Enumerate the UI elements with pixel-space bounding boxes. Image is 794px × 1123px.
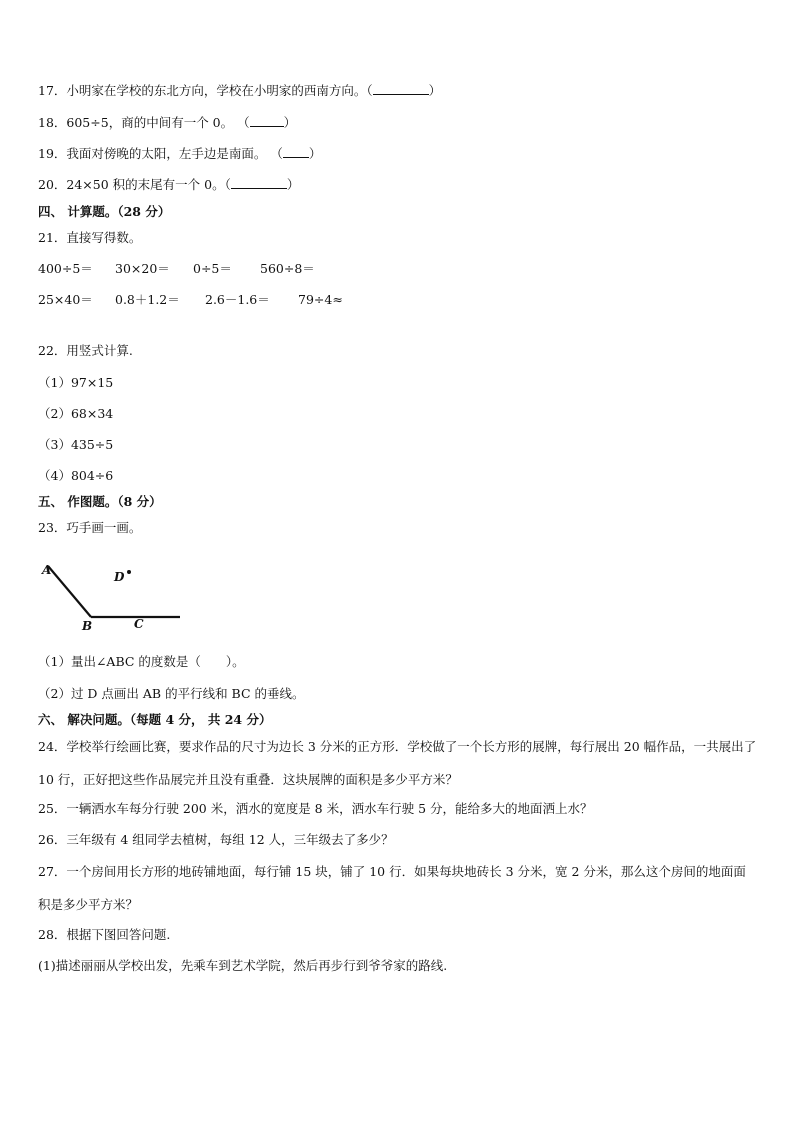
question-23-part-2: （2）过 D 点画出 AB 的平行线和 BC 的垂线。 <box>38 686 305 701</box>
question-25 <box>38 801 593 817</box>
question-28 <box>38 927 170 943</box>
math-item: 0÷5＝ <box>193 261 232 276</box>
question-18 <box>38 115 296 131</box>
question-number: 24． <box>38 739 67 754</box>
answer-blank[interactable] <box>231 177 287 189</box>
math-item: 2.6－1.6＝ <box>205 292 270 307</box>
question-text: 一个房间用长方形的地砖铺地面，每行铺 15 块，铺了 10 行．如果每块地砖长 3 分米，宽 2 分米，那么这个房间的地面面积是多少平方米？ <box>38 864 746 912</box>
calc-item: （4）804÷6 <box>38 468 114 483</box>
question-number: 23． <box>38 520 67 535</box>
label-c: C <box>134 617 144 631</box>
point-d <box>127 570 131 574</box>
question-19 <box>38 146 321 162</box>
question-27 <box>38 855 758 921</box>
question-22 <box>38 343 133 359</box>
question-number: 18． <box>38 115 67 130</box>
angle-abc-figure <box>38 560 188 632</box>
question-text: 24×50 积的末尾有一个 0。（ <box>66 177 231 192</box>
question-number: 22． <box>38 343 67 358</box>
bracket-close: ） <box>283 115 297 130</box>
question-number: 28． <box>38 927 67 942</box>
bracket-close: ） <box>308 146 322 161</box>
question-number: 20． <box>38 177 67 192</box>
question-text: 一辆洒水车每分行驶 200 米，洒水的宽度是 8 米，洒水车行驶 5 分，能给多大的地面洒上水？ <box>66 801 593 816</box>
label-d: D <box>114 570 125 584</box>
label-a: A <box>42 563 52 577</box>
bracket-close: ） <box>428 83 442 98</box>
question-text: 学校举行绘画比赛，要求作品的尺寸为边长 3 分米的正方形．学校做了一个长方形的展牌，每行展出 20 幅作品，一共展出了 10 行，正好把这些作品展完并且没有重叠．这块展牌的面积是多少平方米？ <box>38 739 757 787</box>
question-20 <box>38 177 299 193</box>
section-6-heading: 六、 解决问题。（每题 4 分， 共 24 分） <box>38 712 272 727</box>
question-number: 26． <box>38 832 67 847</box>
math-item: 400÷5＝ <box>38 261 93 276</box>
question-21 <box>38 230 141 246</box>
question-28-part-1: (1)描述丽丽从学校出发，先乘车到艺术学院，然后再步行到爷爷家的路线. <box>38 958 448 973</box>
question-text: 605÷5，商的中间有一个 0。 （ <box>66 115 250 130</box>
question-number: 17． <box>38 83 67 98</box>
question-17 <box>38 83 441 99</box>
question-number: 21． <box>38 230 67 245</box>
question-26 <box>38 832 394 848</box>
calc-item: （1）97×15 <box>38 375 114 390</box>
question-text: 直接写得数。 <box>66 230 142 245</box>
answer-blank[interactable] <box>283 146 309 158</box>
ray-ba <box>48 566 91 617</box>
question-text: 用竖式计算. <box>66 343 133 358</box>
bracket-close: ） <box>286 177 300 192</box>
calc-item: （2）68×34 <box>38 406 114 421</box>
question-23 <box>38 520 141 536</box>
question-text: 三年级有 4 组同学去植树，每组 12 人，三年级去了多少？ <box>66 832 394 847</box>
answer-blank[interactable] <box>250 115 284 127</box>
math-item: 25×40＝ <box>38 292 93 307</box>
math-item: 79÷4≈ <box>298 292 343 307</box>
label-b: B <box>82 619 93 632</box>
question-text: 巧手画一画。 <box>66 520 142 535</box>
answer-blank[interactable] <box>373 83 429 95</box>
math-item: 30×20＝ <box>115 261 170 276</box>
question-text: 小明家在学校的东北方向，学校在小明家的西南方向。（ <box>66 83 373 98</box>
section-4-heading: 四、 计算题。（28 分） <box>38 204 171 219</box>
math-item: 560÷8＝ <box>260 261 315 276</box>
question-23-part-1: （1）量出∠ABC 的度数是（ ）。 <box>38 654 245 669</box>
calc-item: （3）435÷5 <box>38 437 114 452</box>
math-item: 0.8＋1.2＝ <box>115 292 180 307</box>
section-5-heading: 五、 作图题。（8 分） <box>38 494 162 509</box>
question-24 <box>38 730 758 796</box>
question-text: 我面对傍晚的太阳，左手边是南面。 （ <box>66 146 283 161</box>
question-number: 19． <box>38 146 67 161</box>
question-number: 25． <box>38 801 67 816</box>
question-number: 27． <box>38 864 67 879</box>
question-text: 根据下图回答问题. <box>66 927 171 942</box>
